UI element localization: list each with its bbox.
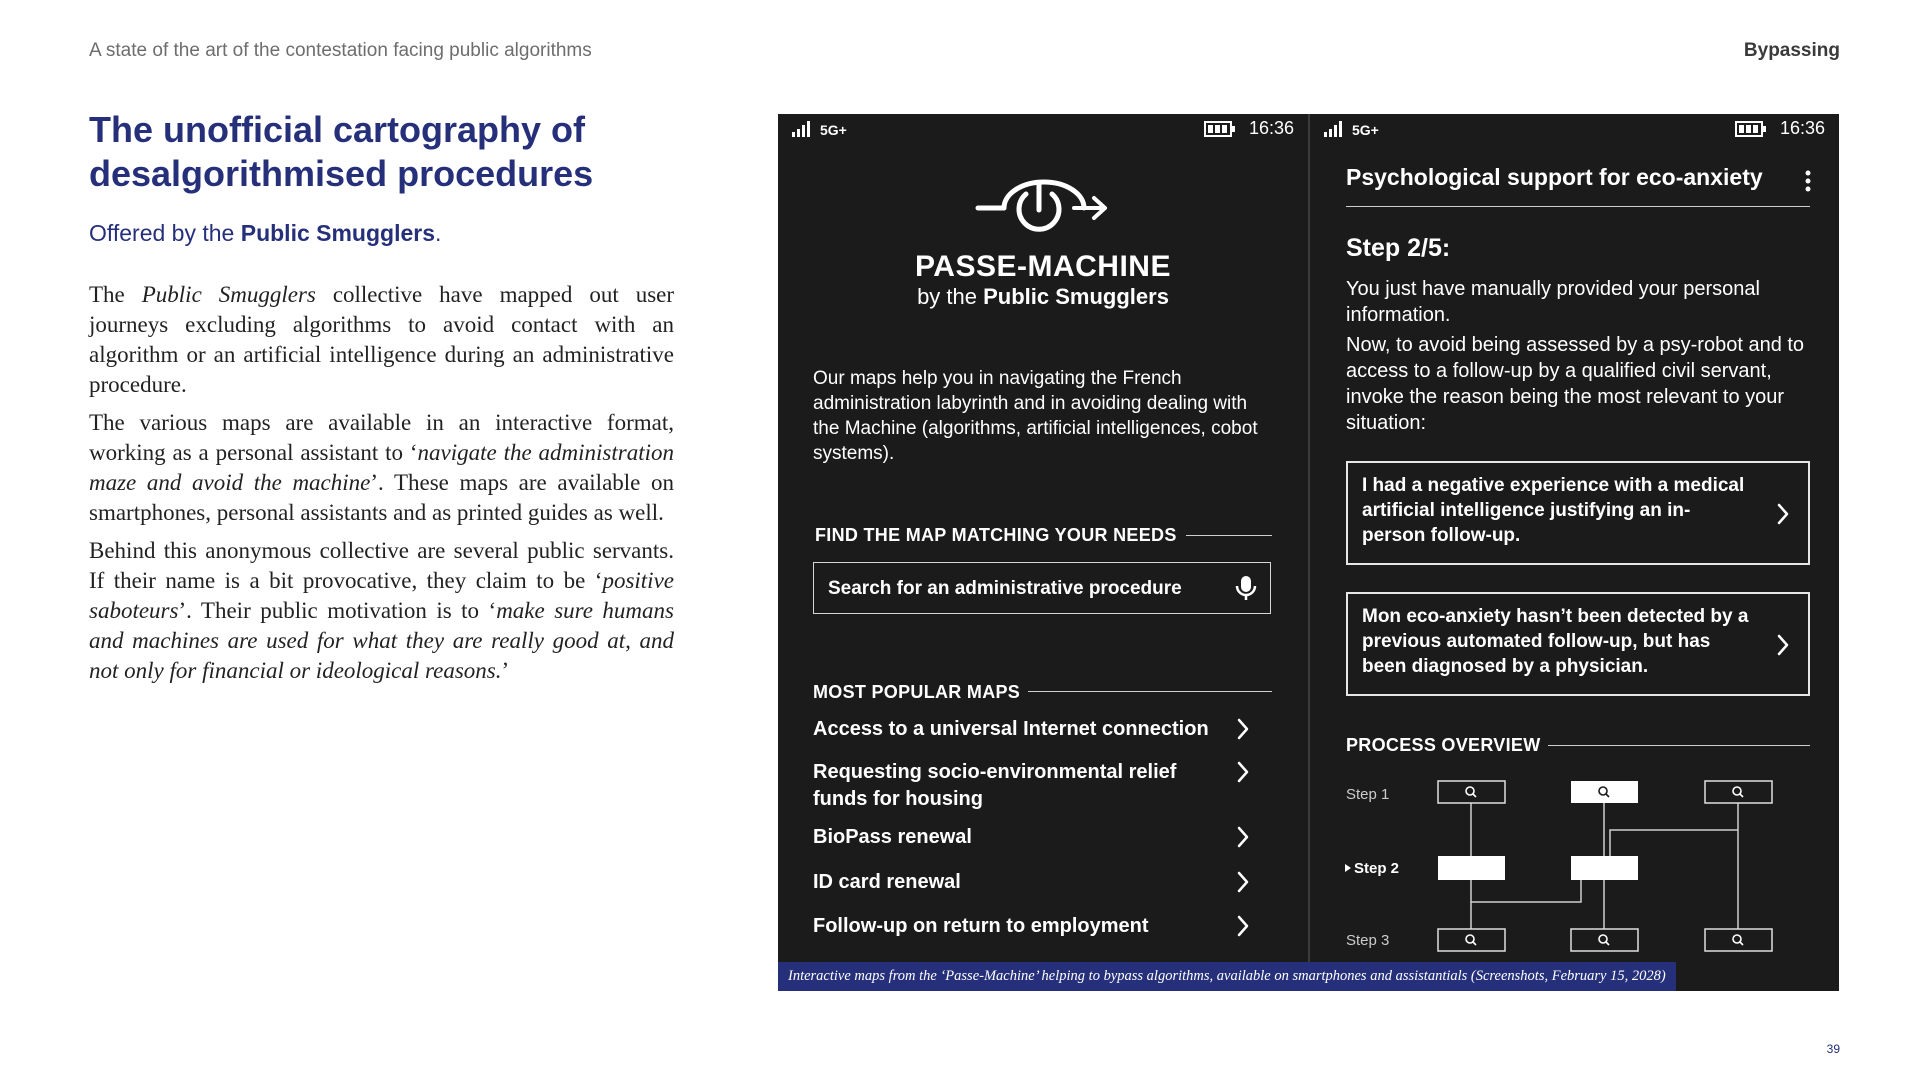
- chevron-right-icon[interactable]: [1236, 718, 1250, 740]
- search-placeholder: Search for an administrative procedure: [828, 578, 1182, 599]
- phone-screen-eco-anxiety: [1310, 114, 1839, 962]
- p2-italic: navigate the administration maze and avoid the machine: [89, 440, 674, 495]
- popular-maps-heading: MOST POPULAR MAPS: [813, 682, 1021, 702]
- find-map-rule: [1186, 535, 1272, 536]
- p1-a: The: [89, 282, 142, 307]
- p1-b: collective have mapped out user journeys excluding algorithms to avoid contact with an algorithm or an artificial intelligence during an administrative procedure.: [89, 282, 675, 397]
- article-subtitle: [89, 220, 441, 247]
- map-item-housing-relief[interactable]: Requesting socio-environmental relief funds for housing: [813, 761, 1177, 810]
- clock: 16:36: [1248, 118, 1294, 138]
- app-intro: Our maps help you in navigating the French administration labyrinth and in avoiding dealing with the Machine (algorithms, artificial intelligences, cobot systems).: [813, 368, 1258, 464]
- screen-title: Psychological support for eco-anxiety: [1346, 164, 1763, 190]
- chevron-right-icon[interactable]: [1236, 915, 1250, 937]
- map-item-internet[interactable]: Access to a universal Internet connection: [813, 718, 1209, 740]
- option-text: I had a negative experience with a medical artificial intelligence justifying an in-person follow-up.: [1362, 475, 1745, 546]
- step-para-2: Now, to avoid being assessed by a psy-robot and to access to a follow-up by a qualified civil servant, invoke the reason being the most relevant to your situation:: [1346, 334, 1805, 434]
- figure-caption: Interactive maps from the ‘Passe-Machine’ helping to bypass algorithms, available on smartphones and assistantials (Screenshots, February 15, 2028): [778, 962, 1676, 991]
- step-1-label: Step 1: [1346, 786, 1390, 803]
- chevron-right-icon[interactable]: [1236, 826, 1250, 848]
- paragraph-3: [89, 536, 674, 686]
- battery-icon: [1204, 121, 1236, 137]
- byline-bold: Public Smugglers: [983, 284, 1169, 309]
- status-bar: [778, 114, 1308, 144]
- p1-italic: Public Smugglers: [141, 282, 316, 307]
- app-byline: [778, 284, 1308, 310]
- p3-italic-1: positive saboteurs: [89, 568, 674, 623]
- step-para-1: You just have manually provided your personal information.: [1346, 278, 1760, 326]
- chevron-right-icon[interactable]: [1236, 871, 1250, 893]
- option-text: Mon eco-anxiety hasn’t been detected by a previous automated follow-up, but has been diagnosed by a physician.: [1362, 606, 1749, 677]
- subtitle-bold: Public Smugglers: [240, 220, 435, 246]
- article-body: [89, 280, 674, 694]
- subtitle-suffix: .: [435, 220, 442, 246]
- phone-screen-passe-machine: [778, 114, 1308, 962]
- screenshots-figure: [778, 114, 1839, 991]
- power-logo-icon: [974, 176, 1114, 240]
- p2-b: ’. These maps are available on smartphones, personal assistants and as printed guides as well.: [89, 470, 674, 525]
- step-3-label: Step 3: [1346, 932, 1390, 949]
- network-label: 5G+: [1352, 122, 1379, 138]
- popular-maps-rule: [1028, 691, 1272, 692]
- p3-b: ’. Their public motivation is to ‘: [178, 598, 497, 623]
- search-input[interactable]: [813, 562, 1271, 614]
- paragraph-2: [89, 408, 674, 528]
- map-item-biopass[interactable]: BioPass renewal: [813, 826, 972, 848]
- p3-italic-2: make sure humans and machines are used for what they are really good at, and not only for financial or ideological reasons.: [89, 598, 674, 683]
- chevron-right-icon[interactable]: [1236, 761, 1250, 783]
- page-number: 39: [1826, 1042, 1840, 1056]
- app-name: PASSE-MACHINE: [915, 250, 1171, 283]
- header-section: Bypassing: [1743, 40, 1840, 61]
- paragraph-1: [89, 280, 674, 400]
- process-overview-heading: PROCESS OVERVIEW: [1346, 735, 1541, 755]
- microphone-icon[interactable]: [1234, 574, 1258, 602]
- step-2-label: Step 2: [1354, 860, 1400, 877]
- process-flow-diagram: [1310, 114, 1839, 962]
- p3-a: Behind this anonymous collective are several public servants. If their name is a bit provocative, they claim to be ‘: [89, 538, 674, 593]
- clock: 16:36: [1779, 118, 1825, 138]
- article-title: The unofficial cartography of desalgorithmised procedures: [89, 109, 594, 194]
- map-item-id-card[interactable]: ID card renewal: [813, 871, 961, 893]
- signal-icon: [792, 121, 814, 137]
- network-label: 5G+: [820, 122, 847, 138]
- step-indicator: Step 2/5:: [1346, 234, 1451, 262]
- header-left: A state of the art of the contestation facing public algorithms: [89, 40, 592, 61]
- map-item-employment[interactable]: Follow-up on return to employment: [813, 915, 1149, 937]
- p2-a: The various maps are available in an interactive format, working as a personal assistant to ‘: [89, 410, 674, 465]
- subtitle-prefix: Offered by the: [89, 220, 241, 246]
- byline-prefix: by the: [917, 284, 984, 309]
- find-map-heading: FIND THE MAP MATCHING YOUR NEEDS: [815, 525, 1177, 545]
- p3-c: ’: [501, 658, 510, 683]
